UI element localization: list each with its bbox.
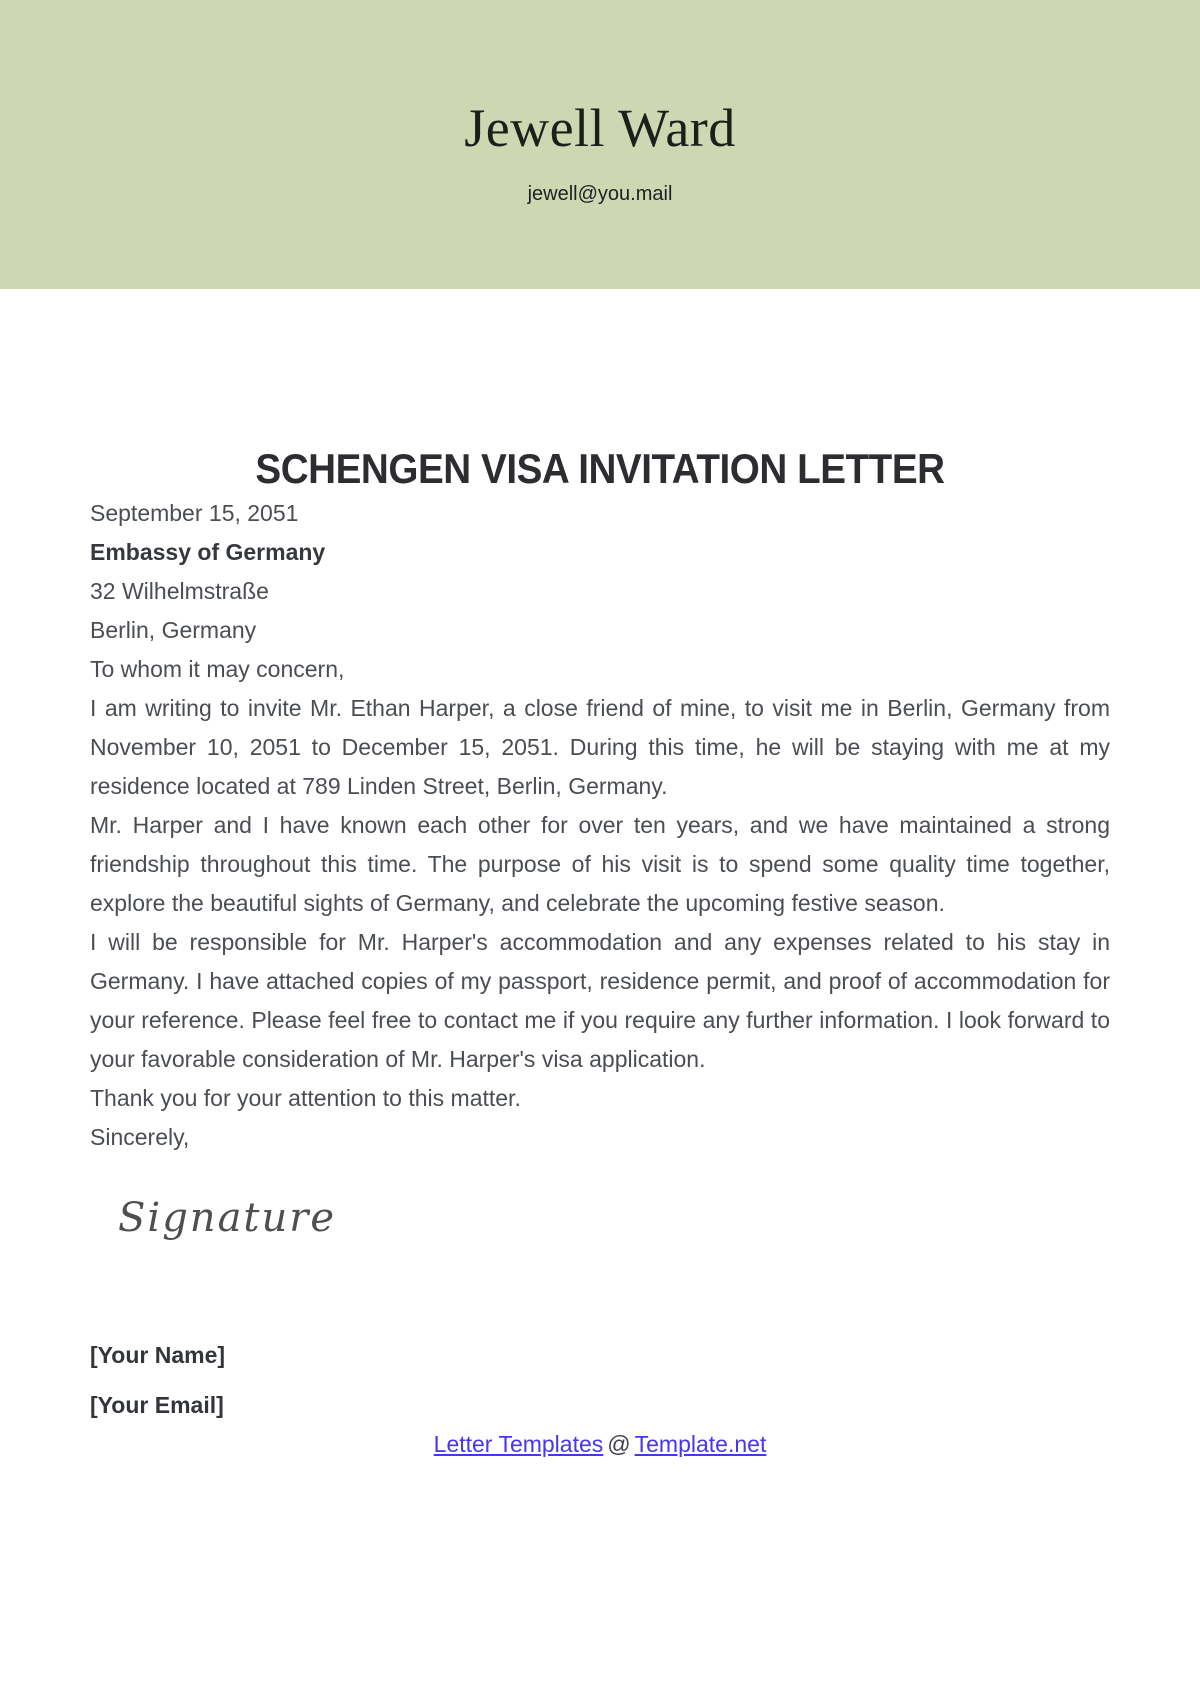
salutation: To whom it may concern, [90,656,345,682]
sender-email: jewell@you.mail [527,183,673,205]
your-name-placeholder: [Your Name] [90,1342,226,1368]
recipient-name: Embassy of Germany [90,539,326,565]
signature-script: Signature [118,1195,337,1241]
recipient-address-street: 32 Wilhelmstraße [90,578,269,604]
sender-name: Jewell Ward [464,98,736,158]
paragraph-relationship: Mr. Harper and I have known each other for over ten years, and we have maintained a strong friendship throughout this time. The purpose of his visit is to spend some quality time together, explore the beautiful sights of Germany, and celebrate the upcoming festive season. [90,812,1110,916]
letter-date: September 15, 2051 [90,500,299,526]
template-net-link[interactable]: Template.net [634,1431,767,1457]
letter-title: SCHENGEN VISA INVITATION LETTER [255,445,945,492]
letter-body [0,445,1200,1464]
footer-attribution [90,1425,1110,1464]
paragraph-invitation: I am writing to invite Mr. Ethan Harper, a close friend of mine, to visit me in Berlin, Germany from November 10, 2051 to December 15, 2051. During this time, he will be staying with me at my residence located at 789 Linden Street, Berlin, Germany. [90,695,1110,799]
paragraph-responsibility: I will be responsible for Mr. Harper's accommodation and any expenses related to his stay in Germany. I have attached copies of my passport, residence permit, and proof of accommodation for your reference. Please feel free to contact me if you require any further information. I look forward to your favorable consideration of Mr. Harper's visa application. [90,929,1110,1072]
letter-templates-link[interactable]: Letter Templates [433,1431,604,1457]
letterhead [0,0,1200,289]
letter-content [90,494,1110,1157]
recipient-address-city: Berlin, Germany [90,617,257,643]
closing-line: Thank you for your attention to this matter. [90,1085,521,1111]
signoff: Sincerely, [90,1124,190,1150]
footer-at-separator: @ [607,1431,631,1457]
your-email-placeholder: [Your Email] [90,1392,224,1418]
